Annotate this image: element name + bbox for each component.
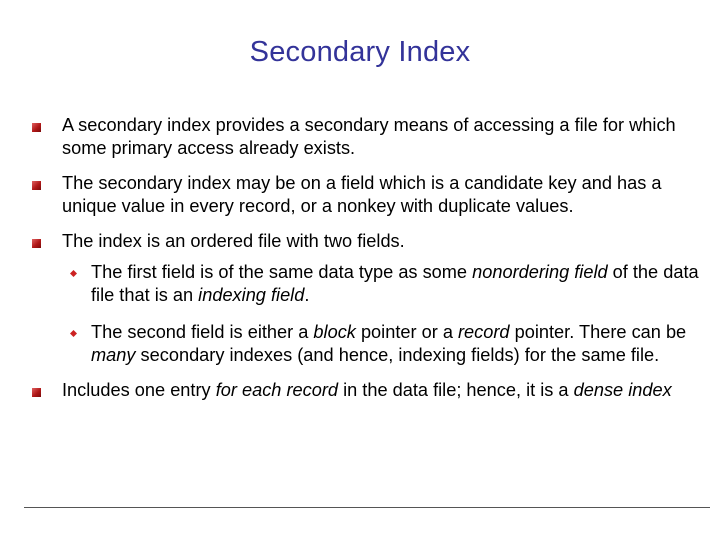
text-segment: .	[304, 285, 310, 305]
red-square-bullet-icon	[32, 239, 41, 248]
text-segment-italic: nonordering field	[472, 262, 608, 282]
bullet-text	[62, 379, 700, 402]
bullet-item	[30, 230, 700, 253]
red-diamond-bullet-icon	[70, 330, 77, 337]
sub-bullet-item	[30, 321, 700, 367]
text-segment: of the data file that is an	[91, 262, 699, 305]
text-segment: in the data file; hence, it is a	[338, 380, 574, 400]
text-segment-italic: indexing field	[198, 285, 305, 305]
text-segment-italic: dense index	[573, 380, 672, 400]
bullet-item	[30, 172, 700, 218]
bullet-text	[91, 261, 700, 307]
text-segment-italic: block	[313, 322, 356, 342]
bullet-item	[30, 114, 700, 160]
red-square-bullet-icon	[32, 123, 41, 132]
sub-bullet-item	[30, 261, 700, 307]
bullet-item	[30, 379, 700, 402]
footer-divider	[24, 507, 710, 508]
text-segment-italic: record	[458, 322, 510, 342]
text-segment: The second field is either a	[91, 322, 314, 342]
bullet-text: The index is an ordered file with two fields.	[62, 231, 405, 251]
bullet-text: The secondary index may be on a field which is a candidate key and has a unique value in every record, or a nonkey with duplicate values.	[62, 173, 662, 216]
red-square-bullet-icon	[32, 388, 41, 397]
bullet-list	[30, 114, 700, 414]
text-segment: pointer or a	[355, 322, 458, 342]
text-segment: The first field is of the same data type as some	[91, 262, 473, 282]
slide-title: Secondary Index	[249, 36, 471, 68]
text-segment-italic: many	[91, 345, 136, 365]
red-square-bullet-icon	[32, 181, 41, 190]
bullet-text: A secondary index provides a secondary means of accessing a file for which some primary access already exists.	[62, 115, 676, 158]
text-segment: secondary indexes (and hence, indexing fields) for the same file.	[135, 345, 660, 365]
text-segment-italic: for each record	[215, 380, 339, 400]
bullet-text	[91, 321, 700, 367]
text-segment: pointer. There can be	[509, 322, 687, 342]
text-segment: Includes one entry	[62, 380, 216, 400]
red-diamond-bullet-icon	[70, 270, 77, 277]
